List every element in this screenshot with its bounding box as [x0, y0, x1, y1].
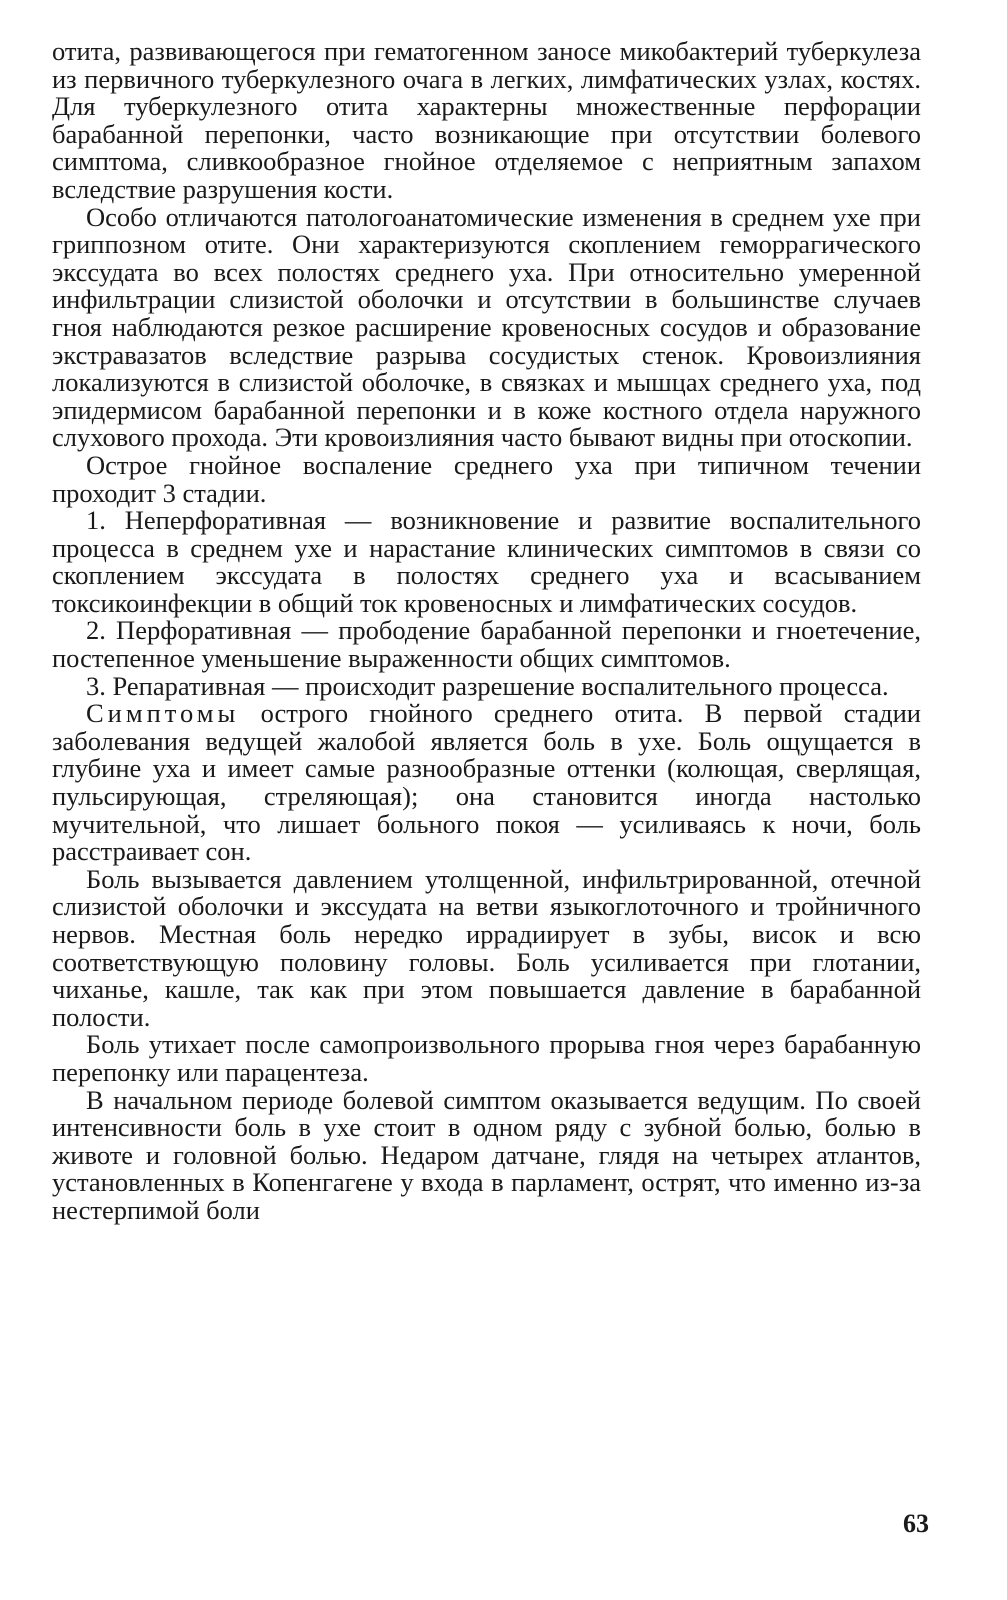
paragraph-stages-intro: Острое гнойное воспаление среднего уха при типичном течении проходит 3 стадии. — [52, 449, 921, 508]
paragraph-initial-period: В начальном периоде болевой симптом оказывается ведущим. По своей интенсивности боль в ухе стоит в одном ряду с зубной болью, болью в животе и головной болью. Недаром датчане, глядя на четырех атлантов, установленных в Копенгагене у входа в парламент, острят, что именно из-за нестерпимой боли — [52, 1084, 921, 1225]
paragraph-symptoms — [52, 700, 921, 866]
paragraph-stage-2: 2. Перфоративная — прободение барабанной перепонки и гноетечение, постепенное уменьшение выраженности общих симптомов. — [52, 615, 921, 674]
symptoms-heading: Симптомы — [86, 698, 240, 729]
paragraph-tuberculous-otitis: отита, развивающегося при гематогенном заносе микобактерий туберкулеза из первичного туберкулезного очага в легких, лимфатических узлах, костях. Для туберкулезного отита характерны множественные перфорации барабанной перепонки, часто возникающие при отсутствии болевого симптома, сливкообразное гнойное отделяемое с неприятным запахом вследствие разрушения кости. — [52, 36, 921, 204]
paragraph-influenza-otitis: Особо отличаются патологоанатомические изменения в среднем ухе при гриппозном отите. Они характеризуются скоплением геморрагического экссудата во всех полостях среднего уха. При относительно умеренной инфильтрации слизистой оболочки и отсутствии в большинстве случаев гноя наблюдаются резкое расширение кровеносных сосудов и образование экстравазатов вследствие разрыва сосудистых стенок. Кровоизлияния локализуются в слизистой оболочке, в связках и мышцах среднего уха, под эпидермисом барабанной перепонки и в коже костного отдела наружного слухового прохода. Эти кровоизлияния часто бывают видны при отоскопии. — [52, 201, 921, 453]
paragraph-stage-3: 3. Репаративная — происходит разрешение воспалительного процесса. — [86, 670, 889, 701]
paragraph-pain-relief: Боль утихает после самопроизвольного прорыва гноя через барабанную перепонку или парацентеза. — [52, 1029, 921, 1087]
page-number: 63 — [903, 1509, 929, 1538]
paragraph-stage-1: 1. Неперфоративная — возникновение и развитие воспалительного процесса в среднем ухе и нарастание клинических симптомов в связи со скоплением экссудата в полостях среднего уха и всасыванием токсикоинфекции в общий ток кровеносных и лимфатических сосудов. — [52, 505, 921, 618]
paragraph-pain-cause: Боль вызывается давлением утолщенной, инфильтрированной, отечной слизистой оболочки и экссудата на ветви языкоглоточного и тройничного нервов. Местная боль нередко иррадиирует в зубы, висок и всю соответствующую половину головы. Боль усиливается при глотании, чиханье, кашле, так как при этом повышается давление в барабанной полости. — [52, 863, 921, 1032]
symptoms-text: острого гнойного среднего отита. В первой стадии заболевания ведущей жалобой является боль в ухе. Боль ощущается в глубине уха и имеет самые разнообразные оттенки (колющая, сверлящая, пульсирующая, стреляющая); она становится иногда настолько мучительной, что лишает больного покоя — усиливаясь к ночи, боль расстраивает сон. — [52, 698, 921, 867]
